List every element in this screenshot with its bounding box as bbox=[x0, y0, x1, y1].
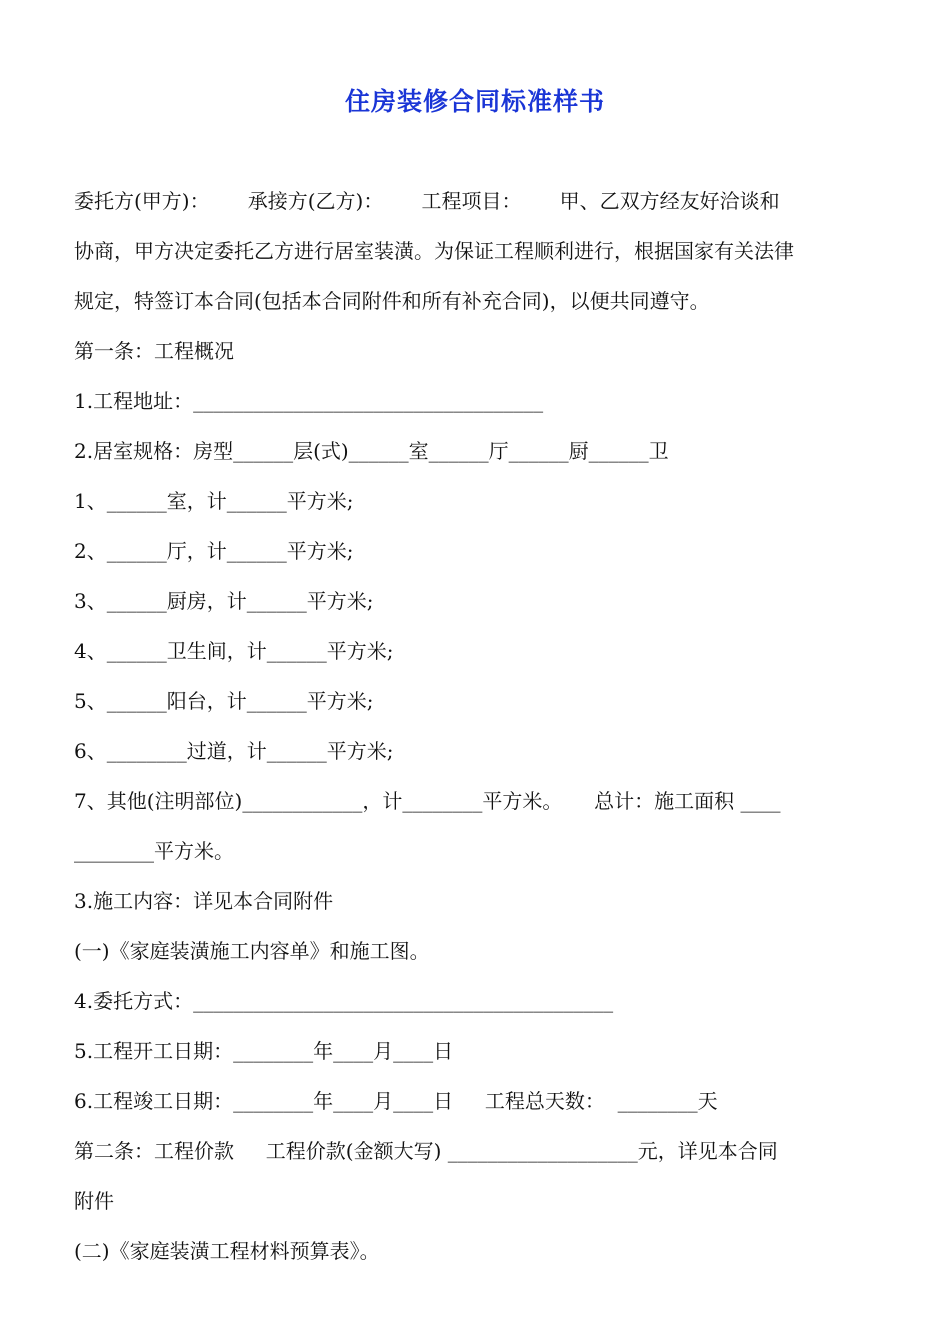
article-2-price-continuation: 附件 bbox=[74, 1189, 114, 1213]
area-balcony-item: 5、______阳台，计______平方米; bbox=[74, 689, 374, 713]
area-hall-item: 2、______厅，计______平方米; bbox=[74, 539, 354, 563]
area-bathroom-item: 4、______卫生间，计______平方米; bbox=[74, 639, 394, 663]
area-room-item: 1、______室，计______平方米; bbox=[74, 489, 354, 513]
area-kitchen-item: 3、______厨房，计______平方米; bbox=[74, 589, 374, 613]
area-other-item: 7、其他(注明部位)____________，计________平方米。 总计：施工面积 ____ bbox=[74, 789, 781, 813]
attachment-2-line: (二)《家庭装潢工程材料预算表》。 bbox=[74, 1239, 380, 1263]
commission-method-field: 4.委托方式：__________________________________________ bbox=[74, 989, 614, 1013]
intro-line-2: 协商，甲方决定委托乙方进行居室装潢。为保证工程顺利进行，根据国家有关法律 bbox=[74, 239, 794, 263]
project-address-field: 1.工程地址：___________________________________ bbox=[74, 389, 544, 413]
intro-line-1: 委托方(甲方)： 承接方(乙方)： 工程项目： 甲、乙双方经友好洽谈和 bbox=[74, 189, 780, 213]
area-corridor-item: 6、________过道，计______平方米; bbox=[74, 739, 394, 763]
room-spec-field: 2.居室规格：房型______层(式)______室______厅______厨______卫 bbox=[74, 439, 669, 463]
completion-date-field: 6.工程竣工日期：________年____月____日 工程总天数： ________天 bbox=[74, 1089, 718, 1113]
document-title: 住房装修合同标准样书 bbox=[344, 87, 605, 116]
start-date-field: 5.工程开工日期：________年____月____日 bbox=[74, 1039, 454, 1063]
intro-line-3: 规定，特签订本合同(包括本合同附件和所有补充合同)，以便共同遵守。 bbox=[74, 289, 710, 313]
area-total-continuation: ________平方米。 bbox=[74, 839, 234, 863]
article-2-price-line: 第二条：工程价款 工程价款(金额大写) ___________________元，详见本合同 bbox=[74, 1139, 778, 1163]
construction-content-line: 3.施工内容：详见本合同附件 bbox=[74, 889, 334, 913]
attachment-1-line: (一)《家庭装潢施工内容单》和施工图。 bbox=[74, 939, 430, 963]
article-1-heading: 第一条：工程概况 bbox=[74, 339, 234, 363]
